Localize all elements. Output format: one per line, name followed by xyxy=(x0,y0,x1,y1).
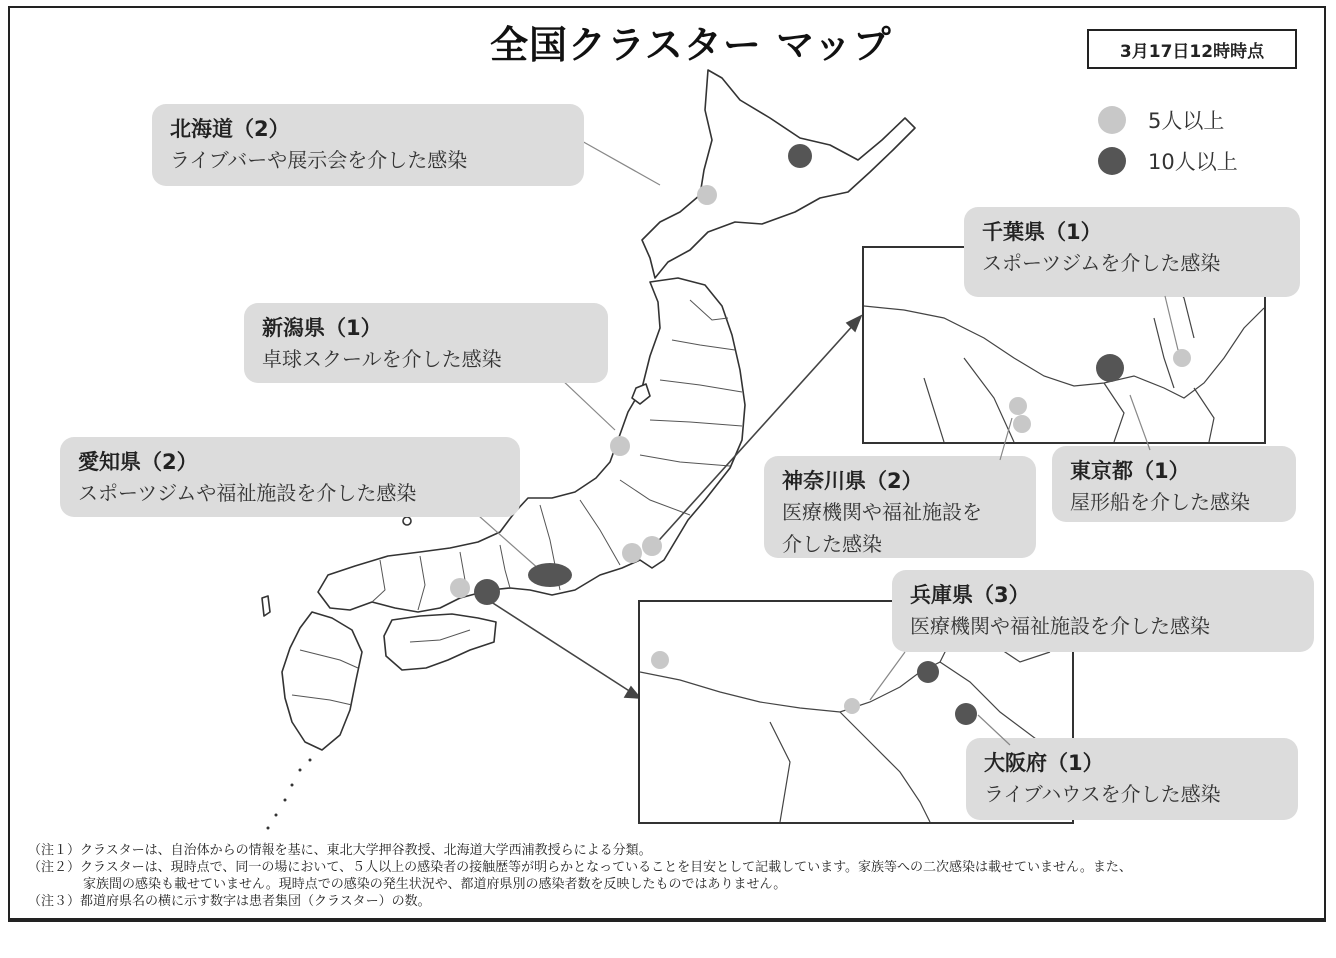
cluster-description: 卓球スクールを介した感染 xyxy=(262,347,502,371)
pref-name: 神奈川県（2） xyxy=(782,469,923,493)
cluster-area-aichi xyxy=(528,563,572,587)
cluster-description: 屋形船を介した感染 xyxy=(1070,490,1250,514)
footnotes xyxy=(28,842,1132,910)
cluster-description: 医療機関や福祉施設を介した感染 xyxy=(910,614,1210,638)
cluster-dot-osaka xyxy=(474,579,500,605)
callout-hokkaido xyxy=(152,104,584,186)
kyushu-outline xyxy=(282,612,362,750)
pref-name: 千葉県（1） xyxy=(982,220,1102,244)
oki-island xyxy=(403,517,411,525)
as-of-date-badge: 3月17日12時時点 xyxy=(1087,29,1297,69)
cluster-dot-kanto-a xyxy=(622,543,642,563)
callout-aichi xyxy=(60,437,520,517)
cluster-description: スポーツジムや福祉施設を介した感染 xyxy=(78,481,417,505)
cluster-dot-hyogo xyxy=(450,578,470,598)
tsushima-island xyxy=(262,596,270,616)
callout-kanagawa xyxy=(764,456,1036,558)
map-title: 全国クラスター マップ xyxy=(490,23,892,67)
pref-name: 兵庫県（3） xyxy=(910,583,1030,607)
cluster-description: スポーツジムを介した感染 xyxy=(982,251,1221,275)
cluster-dot-niigata xyxy=(610,436,630,456)
legend-label: 5人以上 xyxy=(1148,109,1225,133)
note-2-continued: 家族間の感染も載せていません。現時点での感染の発生状況や、都道府県別の感染者数を反映したものではありません。 xyxy=(83,877,787,892)
cluster-dot-hokkaido-10plus xyxy=(788,144,812,168)
callout-chiba xyxy=(964,207,1300,297)
callout-tokyo xyxy=(1052,446,1296,522)
cluster-description-line2: 介した感染 xyxy=(782,532,882,556)
cluster-description-line1: 医療機関や福祉施設を xyxy=(782,500,982,524)
note-3: （注３）都道府県名の横に示す数字は患者集団（クラスター）の数。 xyxy=(28,894,431,909)
pref-name: 北海道（2） xyxy=(170,117,290,141)
shikoku-outline xyxy=(384,614,496,670)
callout-niigata xyxy=(244,303,608,383)
pref-name: 新潟県（1） xyxy=(262,316,382,340)
cluster-description: ライブハウスを介した感染 xyxy=(984,782,1221,806)
cluster-description: ライブバーや展示会を介した感染 xyxy=(170,148,468,172)
cluster-dot-kanto-b xyxy=(642,536,662,556)
legend-label: 10人以上 xyxy=(1148,150,1238,174)
callout-osaka xyxy=(966,738,1298,820)
pref-name: 愛知県（2） xyxy=(78,450,198,474)
note-1: （注１）クラスターは、自治体からの情報を基に、東北大学押谷教授、北海道大学西浦教授らによる分類。 xyxy=(28,843,652,858)
callout-hyogo xyxy=(892,570,1314,652)
pref-name: 大阪府（1） xyxy=(984,751,1104,775)
note-2: （注２）クラスターは、現時点で、同一の場において、５人以上の感染者の接触歴等が明らかとなっていることを目安として記載しています。家族等への二次感染は載せていません。また、 xyxy=(28,860,1132,875)
pref-name: 東京都（1） xyxy=(1070,459,1190,483)
cluster-dot-hokkaido-5plus xyxy=(697,185,717,205)
